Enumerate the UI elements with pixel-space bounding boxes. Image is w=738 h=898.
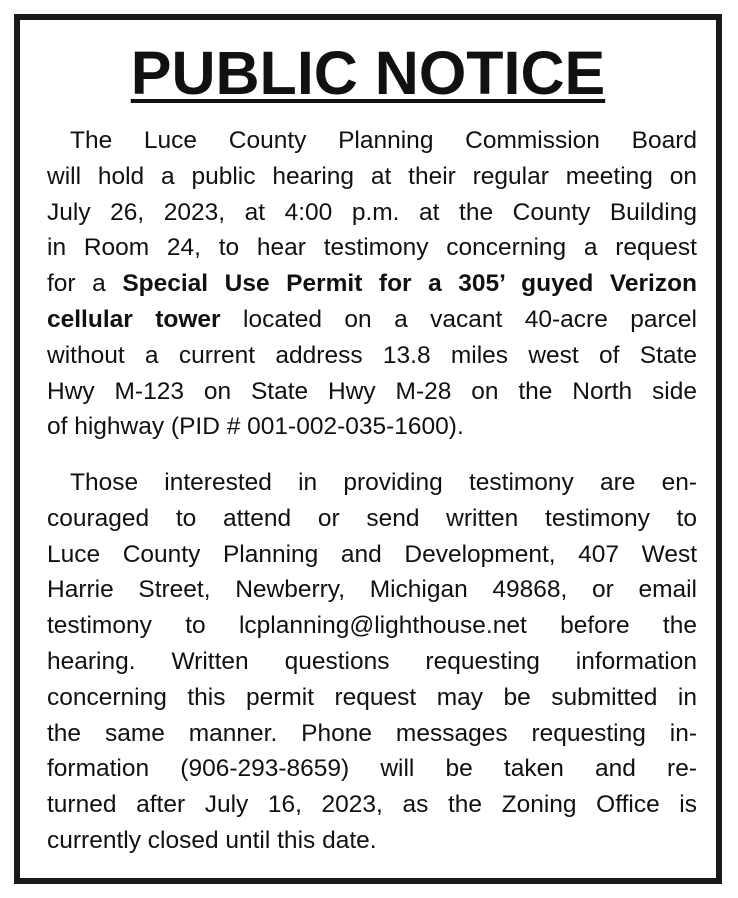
permit-emphasis: Special Use Permit for a 305’ guyed Verizon [122,270,697,298]
line-text: for a [47,270,123,298]
paragraph-line [47,123,697,159]
line-text: the same manner. Phone messages requesting in- [47,719,697,747]
paragraph-line [47,266,697,302]
line-text: currently closed until this date. [47,826,377,854]
paragraph-line [47,716,697,752]
line-text: will hold a public hearing at their regular meeting on [47,162,697,190]
line-text: Hwy M-123 on State Hwy M-28 on the North side [47,377,697,405]
paragraph-hearing [47,123,697,445]
paragraph-line [47,787,697,823]
line-text: Harrie Street, Newberry, Michigan 49868, or email [47,576,697,604]
paragraph-line [47,751,697,787]
line-text: hearing. Written questions requesting information [47,647,697,675]
permit-emphasis: cellular tower [47,305,221,333]
paragraph-line [47,608,697,644]
notice-title [20,38,716,108]
line-text: formation (906-293-8659) will be taken and re- [47,755,697,783]
line-text: couraged to attend or send written testimony to [47,504,697,532]
paragraph-line [47,338,697,374]
paragraph-line [47,302,697,338]
line-text: of highway (PID # 001-002-035-1600). [47,413,464,441]
paragraph-line [47,823,697,859]
paragraph-line [47,465,697,501]
paragraph-line [47,374,697,410]
line-text: Those interested in providing testimony are en- [70,469,697,496]
paragraph-line [47,409,697,445]
paragraph-line [47,644,697,680]
paragraph-line [47,195,697,231]
line-text: July 26, 2023, at 4:00 p.m. at the County Building [47,198,697,226]
paragraph-line [47,230,697,266]
line-text: concerning this permit request may be submitted in [47,683,697,711]
paragraph-line [47,501,697,537]
line-text: The Luce County Planning Commission Board [70,127,697,154]
notice-border [14,14,722,884]
paragraph-line [47,680,697,716]
paragraph-line [47,572,697,608]
paragraph-line [47,537,697,573]
notice-title-text: PUBLIC NOTICE [130,39,606,107]
line-text: turned after July 16, 2023, as the Zoning Office is [47,791,697,819]
paragraph-testimony [47,465,697,859]
paragraph-line [47,159,697,195]
line-text: testimony to lcplanning@lighthouse.net before the [47,612,697,640]
line-text: without a current address 13.8 miles west of State [47,341,697,369]
line-text: Luce County Planning and Development, 407 West [47,540,697,568]
line-text: located on a vacant 40-acre parcel [220,305,697,333]
line-text: in Room 24, to hear testimony concerning a request [47,234,697,262]
